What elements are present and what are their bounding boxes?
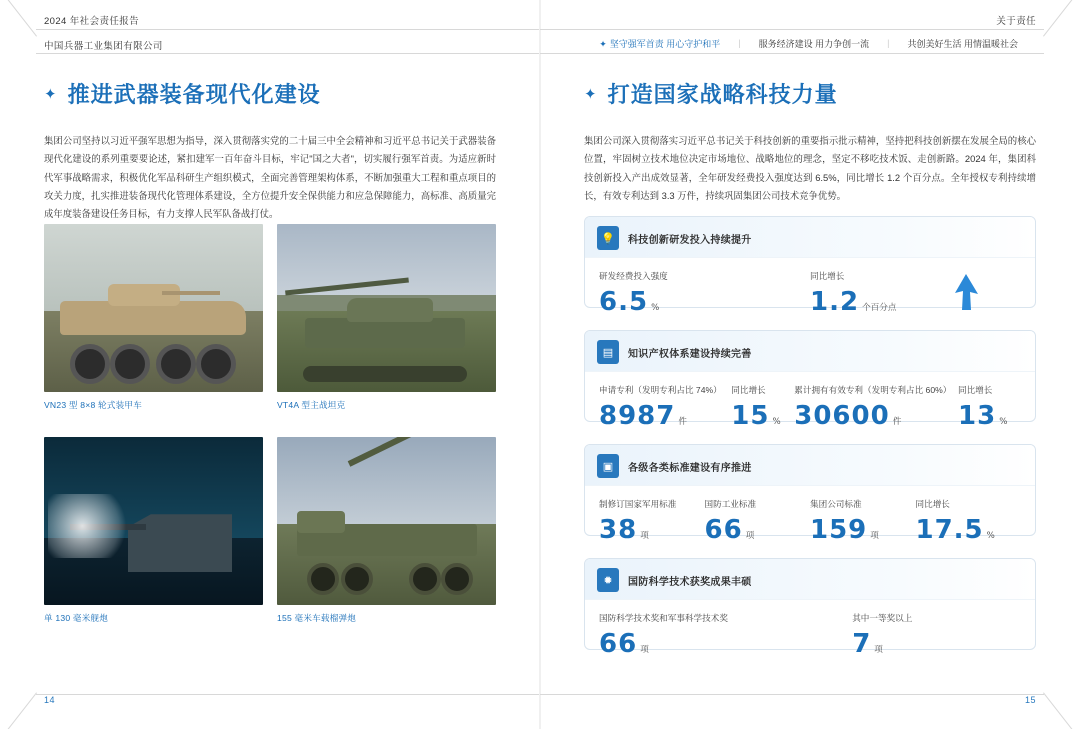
metric-value: 7 <box>852 629 872 659</box>
stat-card-awards <box>584 558 1036 659</box>
figure-naval-gun <box>44 437 263 624</box>
chapter-nav <box>600 33 1036 53</box>
metric-value: 66 <box>599 629 638 659</box>
metric <box>810 270 1021 315</box>
metric-unit: 个百分点 <box>862 303 897 313</box>
metric-unit: 件 <box>892 417 902 427</box>
company-name-running-head: 中国兵器工业集团有限公司 <box>44 41 163 52</box>
figure-caption: 155 毫米车载榴弹炮 <box>277 613 357 623</box>
right-section-title-text: 打造国家战略科技力量 <box>607 82 838 107</box>
page-number-left: 14 <box>44 695 56 705</box>
footer-corner-fold <box>0 685 40 729</box>
metric-unit: % <box>772 417 781 427</box>
medal-icon: ✹ <box>597 568 619 592</box>
nav-item-label: 服务经济建设 用力争创一流 <box>758 38 870 49</box>
nav-item-label: 坚守强军首责 用心守护和平 <box>609 38 721 49</box>
metric-value: 38 <box>599 515 638 545</box>
figure-truck-howitzer <box>277 437 496 624</box>
tank-hull <box>305 318 465 348</box>
page-number-right: 15 <box>1024 695 1036 705</box>
metric <box>810 498 916 543</box>
metric <box>599 498 705 543</box>
stat-card-header <box>585 445 1035 486</box>
stat-card-body <box>585 486 1035 557</box>
metric-value-group <box>958 403 1021 429</box>
metric-value-group <box>705 517 811 543</box>
metric-unit: % <box>999 417 1008 427</box>
photo-vt4a-main-battle-tank <box>277 224 496 392</box>
wheel <box>156 344 196 384</box>
wheel <box>341 563 373 595</box>
right-body-paragraph: 集团公司深入贯彻落实习近平总书记关于科技创新的重要指示批示精神，坚持把科技创新摆在发展全局的核心位置，牢固树立技术地位决定市场地位、战略地位的理念，坚定不移吃技术饭、走创新路。2024 年，集团科技创新投入产出成效显著，全年研发经费投入强度达到 6.5%，同比增长 1.2 个百分点。全年授权专利持续增长，有效专利达到 3.3 万件，持续巩固集团公司技术竞争优势。 <box>584 135 1036 201</box>
tank-track <box>303 366 467 382</box>
metric <box>916 498 1022 543</box>
stat-card-header <box>585 559 1035 600</box>
photo-row-2 <box>44 437 496 624</box>
metric-unit: 项 <box>874 645 883 655</box>
wheel <box>409 563 441 595</box>
metric-unit: 项 <box>640 645 649 655</box>
corner-fold-decoration <box>0 0 40 56</box>
metric-unit: % <box>651 303 660 313</box>
metric-value-group <box>916 517 1022 543</box>
header-rule-top <box>540 29 1044 30</box>
metric-label: 申请专利（发明专利占比 74%） <box>599 385 722 395</box>
stat-card-title: 国防科学技术获奖成果丰硕 <box>628 576 752 588</box>
metric-value: 66 <box>704 515 743 545</box>
right-section-title <box>584 78 838 109</box>
nav-item-military[interactable] <box>581 37 741 50</box>
stat-card-header <box>585 331 1035 372</box>
metric-label: 制修订国家军用标准 <box>599 499 677 509</box>
metric <box>599 612 852 657</box>
metric-value-group <box>810 517 916 543</box>
wheel <box>70 344 110 384</box>
metric-value-group <box>599 631 852 657</box>
metric-value-group <box>599 517 705 543</box>
footer-rule <box>36 694 540 695</box>
wheel <box>110 344 150 384</box>
metric-label: 集团公司标准 <box>810 499 862 509</box>
stat-card-ip-system <box>584 330 1036 431</box>
metric <box>705 498 811 543</box>
stat-card-body <box>585 372 1035 443</box>
metric <box>599 270 810 315</box>
book-icon: ▣ <box>597 454 619 478</box>
wheel <box>307 563 339 595</box>
corner-fold-decoration <box>1040 0 1080 56</box>
vehicle-gun-barrel <box>162 291 220 295</box>
metric-label: 研发经费投入强度 <box>599 271 668 281</box>
metric-label: 国防工业标准 <box>704 499 757 509</box>
left-body-paragraph: 集团公司坚持以习近平强军思想为指导，深入贯彻落实党的二十届三中全会精神和习近平总书记关于武器装备现代化建设的系列重要要论述，紧扣建军一百年奋斗目标，牢记"国之大者"，切实履行强军首责。为适应新时代军事战略需求，积极优化军品科研生产组织模式，全面完善管理架构体系，不断加强重大工程和重点项目的攻关力度，扎实推进装备现代化管理体系建设，全方位提升安全保供能力和应急保障能力，高标准、高质量完成年度装备建设任务目标，有力支撑人民军队备战打仗。 <box>44 135 496 220</box>
metric-value: 17.5 <box>915 515 984 545</box>
metric-value: 159 <box>810 515 868 545</box>
metric-unit: 项 <box>640 531 649 541</box>
metric-value-group <box>794 403 958 429</box>
metric-label: 同比增长 <box>810 271 845 281</box>
left-section-title-text: 推进武器装备现代化建设 <box>67 82 321 107</box>
metric-value-group <box>599 289 810 315</box>
metric-value-group <box>810 289 1021 315</box>
metric-unit: 项 <box>745 531 755 541</box>
truck-cab <box>297 511 345 533</box>
metric <box>731 384 794 429</box>
photo-130mm-naval-gun <box>44 437 263 605</box>
stat-card-title: 各级各类标准建设有序推进 <box>628 462 752 474</box>
metric-label: 累计拥有有效专利（发明专利占比 60%） <box>794 385 952 395</box>
photo-vn23-armored-vehicle <box>44 224 263 392</box>
metric-value: 1.2 <box>810 287 860 317</box>
nav-item-economy[interactable] <box>741 37 888 50</box>
figure-caption: 单 130 毫米舰炮 <box>44 613 109 623</box>
right-page-header <box>540 0 1080 56</box>
gun-mount <box>128 514 232 572</box>
metric-label: 同比增长 <box>958 385 993 395</box>
header-rule-bottom <box>36 53 540 54</box>
star-icon: ✦ <box>44 86 58 103</box>
metric-value-group <box>599 403 731 429</box>
vehicle-turret <box>108 284 180 306</box>
chapter-running-head: 关于责任 <box>996 16 1036 27</box>
certificate-icon: ▤ <box>597 340 619 364</box>
nav-item-society[interactable] <box>889 37 1036 50</box>
figure-caption: VN23 型 8×8 轮式装甲车 <box>44 400 143 410</box>
stat-card-rnd-investment <box>584 216 1036 317</box>
metric-label: 其中一等奖以上 <box>852 613 913 623</box>
report-title-running-head: 2024 年社会责任报告 <box>44 16 140 27</box>
stat-card-standards <box>584 444 1036 545</box>
metric-unit: 件 <box>678 417 687 427</box>
figure-vn23 <box>44 224 263 411</box>
stat-card-body <box>585 258 1035 329</box>
nav-separator: | <box>738 38 741 48</box>
figure-vt4a <box>277 224 496 411</box>
header-rule-bottom <box>540 53 1044 54</box>
footer-rule <box>540 694 1044 695</box>
nav-item-label: 共创美好生活 用情温暖社会 <box>907 38 1018 49</box>
up-arrow-icon <box>951 272 981 312</box>
metric-value: 6.5 <box>599 287 649 317</box>
star-icon: ✦ <box>599 38 607 49</box>
metric-label: 同比增长 <box>915 499 950 509</box>
stat-card-title: 科技创新研发投入持续提升 <box>628 234 752 246</box>
metric <box>599 384 731 429</box>
photo-155mm-truck-howitzer <box>277 437 496 605</box>
stat-card-body <box>585 600 1035 671</box>
star-icon: ✦ <box>584 86 598 103</box>
metric-value-group <box>731 403 794 429</box>
metric <box>958 384 1021 429</box>
metric-label: 同比增长 <box>731 385 766 395</box>
vehicle-hull <box>60 301 246 335</box>
metric-unit: % <box>986 531 995 541</box>
muzzle-blast <box>48 494 134 558</box>
wheel <box>441 563 473 595</box>
metric-value: 13 <box>958 401 997 431</box>
lightbulb-icon: 💡 <box>597 226 619 250</box>
metric-value: 30600 <box>794 401 890 431</box>
stat-card-title: 知识产权体系建设持续完善 <box>628 348 752 360</box>
metric-label: 国防科学技术奖和军事科学技术奖 <box>599 613 728 623</box>
metric-value: 15 <box>731 401 770 431</box>
tank-turret <box>347 298 433 322</box>
header-rule-top <box>36 29 540 30</box>
figure-caption: VT4A 型主战坦克 <box>277 400 346 410</box>
left-page-header <box>0 0 540 56</box>
metric <box>794 384 958 429</box>
right-page <box>540 0 1080 729</box>
metric <box>852 612 1021 657</box>
photo-row-1 <box>44 224 496 411</box>
footer-corner-fold <box>1040 685 1080 729</box>
metric-unit: 项 <box>870 531 879 541</box>
metric-value: 8987 <box>599 401 676 431</box>
metric-value-group <box>852 631 1021 657</box>
stat-card-header <box>585 217 1035 258</box>
nav-separator: | <box>887 38 890 48</box>
wheel <box>196 344 236 384</box>
left-section-title <box>44 78 321 109</box>
